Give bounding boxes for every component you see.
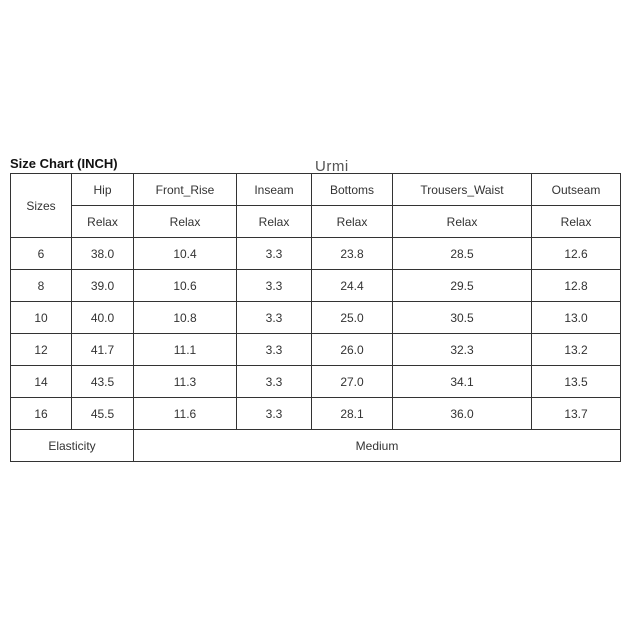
table-cell: 3.3 xyxy=(237,238,312,270)
brand-watermark: Urmi xyxy=(315,158,349,175)
column-header-inseam: Inseam xyxy=(237,174,312,206)
size-cell: 6 xyxy=(11,238,72,270)
table-cell: 10.8 xyxy=(134,302,237,334)
table-row xyxy=(11,270,621,302)
size-cell: 10 xyxy=(11,302,72,334)
table-cell: 3.3 xyxy=(237,302,312,334)
table-cell: 36.0 xyxy=(393,398,532,430)
fit-label-front-rise: Relax xyxy=(134,206,237,238)
header-row-fit xyxy=(11,206,621,238)
elasticity-value: Medium xyxy=(134,430,621,462)
table-cell: 13.5 xyxy=(532,366,621,398)
sizes-header: Sizes xyxy=(11,174,72,238)
elasticity-label: Elasticity xyxy=(11,430,134,462)
column-header-trousers-waist: Trousers_Waist xyxy=(393,174,532,206)
table-row xyxy=(11,302,621,334)
column-header-front-rise: Front_Rise xyxy=(134,174,237,206)
table-cell: 12.8 xyxy=(532,270,621,302)
table-cell: 28.5 xyxy=(393,238,532,270)
table-cell: 26.0 xyxy=(312,334,393,366)
size-cell: 14 xyxy=(11,366,72,398)
table-cell: 45.5 xyxy=(72,398,134,430)
table-cell: 12.6 xyxy=(532,238,621,270)
table-cell: 13.2 xyxy=(532,334,621,366)
table-cell: 25.0 xyxy=(312,302,393,334)
table-cell: 40.0 xyxy=(72,302,134,334)
table-cell: 3.3 xyxy=(237,398,312,430)
column-header-bottoms: Bottoms xyxy=(312,174,393,206)
table-cell: 3.3 xyxy=(237,366,312,398)
header-row-names xyxy=(11,174,621,206)
fit-label-outseam: Relax xyxy=(532,206,621,238)
table-cell: 13.7 xyxy=(532,398,621,430)
table-row xyxy=(11,238,621,270)
chart-title: Size Chart (INCH) xyxy=(10,156,118,171)
table-cell: 28.1 xyxy=(312,398,393,430)
table-cell: 11.1 xyxy=(134,334,237,366)
table-cell: 27.0 xyxy=(312,366,393,398)
elasticity-row xyxy=(11,430,621,462)
size-cell: 16 xyxy=(11,398,72,430)
fit-label-inseam: Relax xyxy=(237,206,312,238)
table-cell: 3.3 xyxy=(237,334,312,366)
size-chart-table xyxy=(10,173,621,462)
fit-label-hip: Relax xyxy=(72,206,134,238)
column-header-hip: Hip xyxy=(72,174,134,206)
table-cell: 24.4 xyxy=(312,270,393,302)
table-cell: 10.6 xyxy=(134,270,237,302)
table-cell: 30.5 xyxy=(393,302,532,334)
size-cell: 8 xyxy=(11,270,72,302)
table-cell: 11.6 xyxy=(134,398,237,430)
table-row xyxy=(11,334,621,366)
table-cell: 32.3 xyxy=(393,334,532,366)
fit-label-bottoms: Relax xyxy=(312,206,393,238)
size-cell: 12 xyxy=(11,334,72,366)
table-row xyxy=(11,398,621,430)
table-cell: 38.0 xyxy=(72,238,134,270)
table-cell: 43.5 xyxy=(72,366,134,398)
fit-label-trousers-waist: Relax xyxy=(393,206,532,238)
table-cell: 23.8 xyxy=(312,238,393,270)
table-row xyxy=(11,366,621,398)
table-cell: 29.5 xyxy=(393,270,532,302)
table-cell: 39.0 xyxy=(72,270,134,302)
table-cell: 10.4 xyxy=(134,238,237,270)
table-cell: 13.0 xyxy=(532,302,621,334)
table-cell: 34.1 xyxy=(393,366,532,398)
column-header-outseam: Outseam xyxy=(532,174,621,206)
table-cell: 11.3 xyxy=(134,366,237,398)
table-cell: 41.7 xyxy=(72,334,134,366)
table-cell: 3.3 xyxy=(237,270,312,302)
